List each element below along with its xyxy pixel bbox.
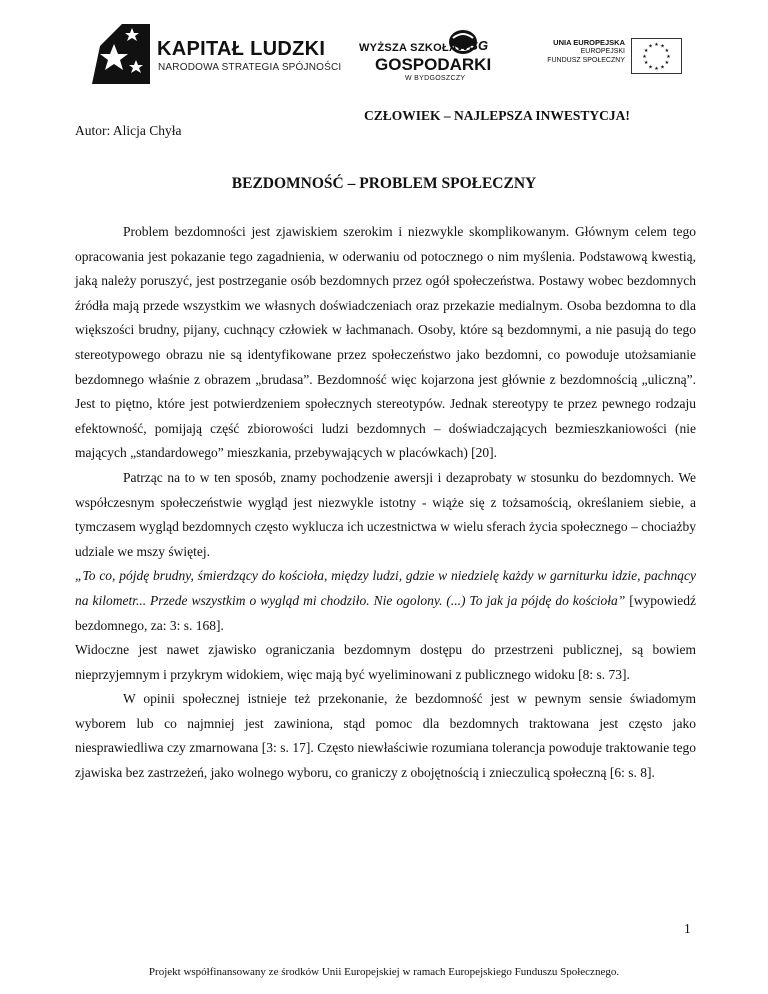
svg-text:★: ★: [654, 42, 659, 48]
svg-text:★: ★: [648, 64, 653, 71]
svg-text:★: ★: [660, 64, 665, 71]
footer-note: Projekt współfinansowany ze środków Unii Europejskiej w ramach Europejskiego Funduszu Społecznego.: [148, 966, 620, 978]
paragraph-4: W opinii społecznej istnieje też przekonanie, że bezdomność jest w pewnym sensie świadomym wyborem lub co najmniej jest zawiniona, stąd pomoc dla bezdomnych traktowana jest często jako niesprawiedliwa czy zmarnowana [3: s. 17]. Często niewłaściwie rozumiana tolerancja powoduje traktowanie tego zjawiska bez zastrzeżeń, jako wolnego wyboru, co graniczy z obojętnością i znieczulicą społeczną [6: s. 8].: [75, 691, 696, 781]
eu-logo: [543, 38, 683, 78]
eu-flag-icon: [631, 38, 682, 74]
svg-text:★: ★: [648, 43, 653, 50]
wsg-badge-text: WSG: [457, 38, 489, 53]
motto: CZŁOWIEK – NAJLEPSZA INWESTYCJA!: [364, 108, 630, 123]
kapital-ludzki-title: KAPITAŁ LUDZKI: [157, 38, 326, 60]
kapital-ludzki-emblem-icon: [92, 24, 150, 84]
svg-text:★: ★: [664, 48, 670, 54]
svg-text:★: ★: [660, 43, 665, 50]
paragraph-2: Patrząc na to w ten sposób, znamy pochodzenie awersji i dezaprobaty w stosunku do bezdomnych. We współczesnym społeczeństwie wygląd jest niezwykle istotny - wiąże się z tożsamością, określaniem siebie, a tymczasem wygląd bezdomnych często wyklucza ich uczestnictwa w wielu sferach życia społecznego – chociażby udziale we mszy świętej.: [75, 469, 696, 559]
quote-text: „To co, pójdę brudny, śmierdzący do kościoła, między ludzi, gdzie w niedzielę każdy w garniturku idzie, pachnący na kilometr... Przede wszystkim o wygląd mi chodziło. Nie ogolony. (...) To jak ja pójdę do kościoła”: [75, 568, 696, 608]
wsg-line1: WYŻSZA SZKOŁA: [359, 42, 458, 54]
quote-source: [wypowiedź bezdomnego, za: 3: s. 168].: [75, 592, 696, 633]
wsg-line3: W BYDGOSZCZY: [405, 75, 466, 82]
quote-paragraph: [75, 564, 696, 638]
svg-text:★: ★: [664, 60, 670, 66]
svg-text:★: ★: [643, 60, 649, 66]
eu-line3: FUNDUSZ SPOŁECZNY: [547, 57, 625, 64]
svg-text:★: ★: [643, 48, 649, 54]
author: Autor: Alicja Chyła: [75, 123, 182, 138]
svg-text:★: ★: [642, 54, 647, 60]
page-number: 1: [684, 921, 691, 936]
svg-text:★: ★: [666, 54, 671, 60]
paragraph-1: Problem bezdomności jest zjawiskiem szerokim i niezwykle skomplikowanym. Głównym celem tego opracowania jest pokazanie tego zagadnienia, w oderwaniu od potocznego o nim myślenia. Podstawową kwestią, jaką należy poruszyć, jest postrzeganie osób bezdomnych przez ogół społeczeństwa. Postawy wobec bezdomnych źródła mają przede wszystkim we własnych doświadczeniach oraz przekazie medialnym. Osoba bezdomna to dla większości brudny, pijany, cuchnący człowiek w łachmanach. Osoby, które są bezdomnymi, a nie pasują do tego stereotypowego obrazu nie są identyfikowane przez społeczeństwo jako bezdomni, co powoduje utożsamianie bezdomnego właśnie z obrazem „brudasa”. Bezdomność więc kojarzona jest głównie z bezdomnością „uliczną”. Jest to piętno, które jest potwierdzeniem społecznych stereotypów. Jednak stereotypy te przez pewnego rodzaju efektowność, pomijają część zbiorowości ludzi bezdomnych – doświadczających bezmieszkaniowości (nie mających „standardowego” mieszkania, przebywających w placówkach) [20].: [75, 224, 696, 461]
header-logos: [0, 22, 768, 92]
eu-text: [543, 38, 625, 65]
wsg-logo: [355, 28, 495, 90]
svg-text:★: ★: [654, 66, 659, 72]
document-title: BEZDOMNOŚĆ – PROBLEM SPOŁECZNY: [231, 175, 537, 192]
document-body: [75, 220, 696, 786]
kapital-ludzki-logo: [92, 22, 342, 88]
kapital-ludzki-subtitle: NARODOWA STRATEGIA SPÓJNOŚCI: [158, 62, 342, 73]
paragraph-3: Widoczne jest nawet zjawisko ograniczania bezdomnym dostępu do przestrzeni publicznej, są bowiem nieprzyjemnym i przykrym widokiem, więc mają być wyeliminowani z publicznego widoku [8: s. 73].: [75, 642, 696, 682]
eu-line1: UNIA EUROPEJSKA: [553, 38, 625, 47]
wsg-line2: GOSPODARKI: [375, 55, 492, 74]
eu-line2: EUROPEJSKI: [580, 48, 625, 55]
